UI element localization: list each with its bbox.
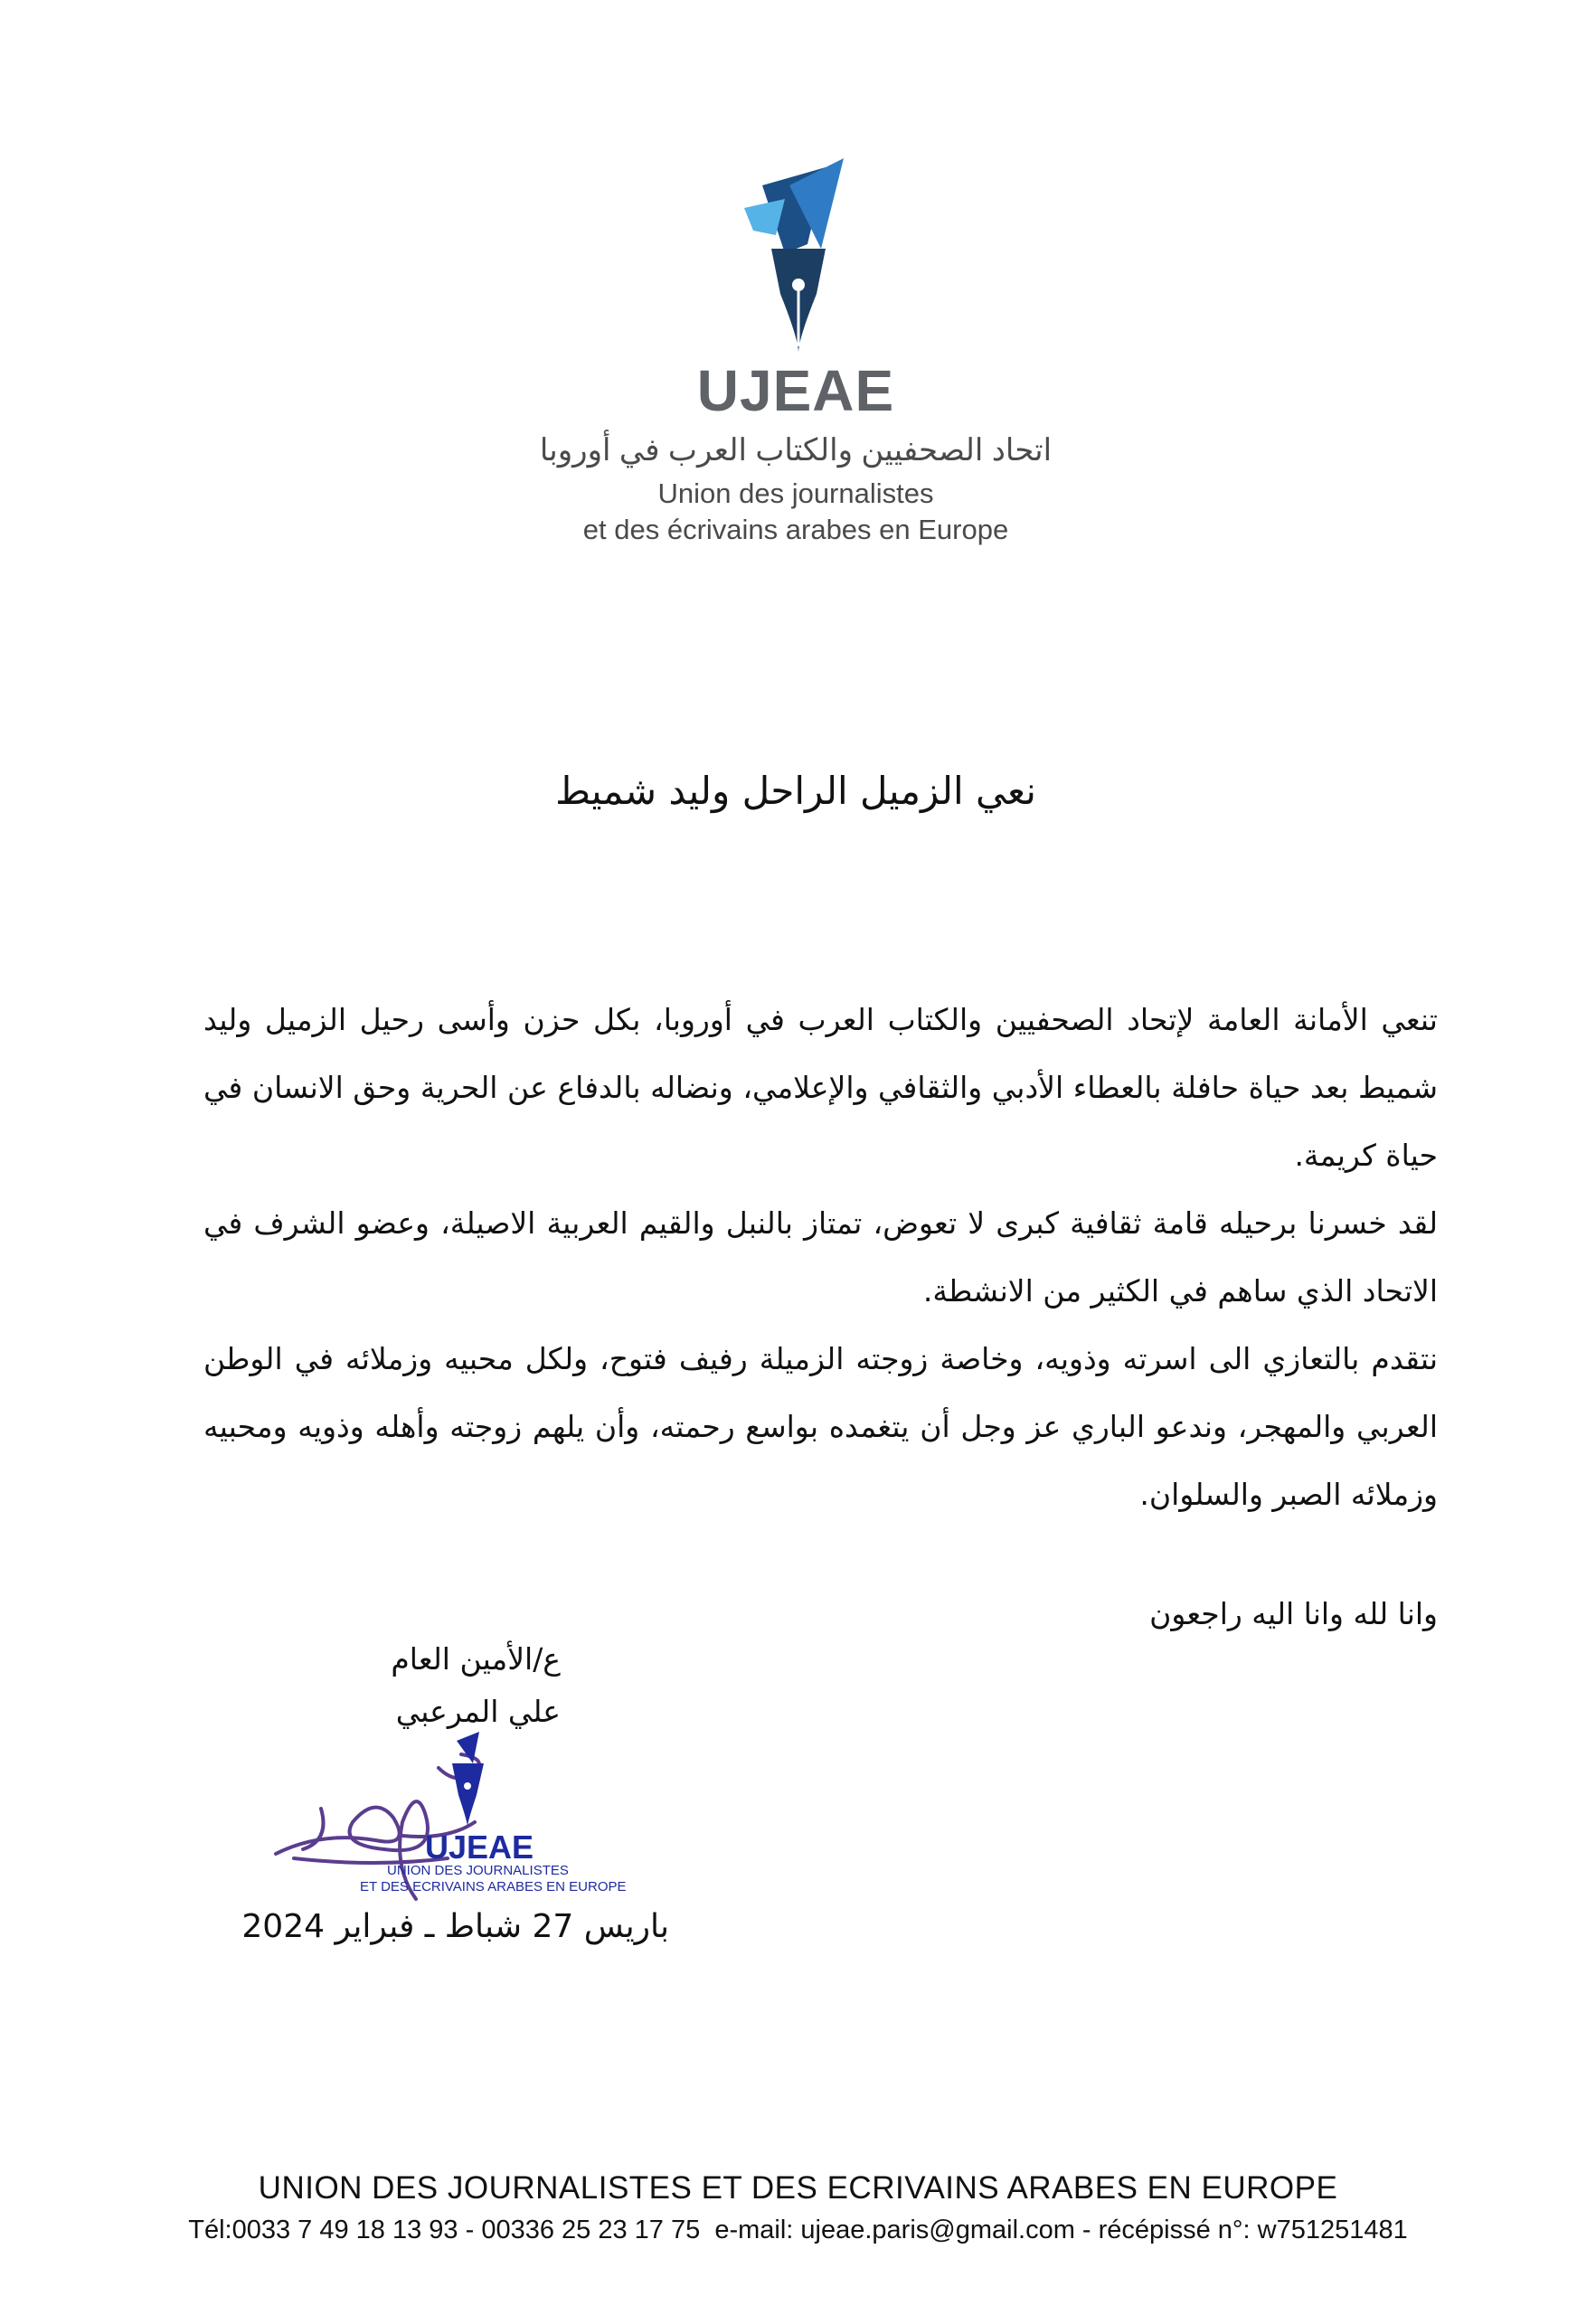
org-name-arabic: اتحاد الصحفيين والكتاب العرب في أوروبا (539, 433, 1053, 468)
body-paragraph: نتقدم بالتعازي الى اسرته وذويه، وخاصة زوجته الزميلة رفيف فتوح، ولكل محبيه وزملائه في الوطن العربي والمهجر، وندعو الباري عز وجل أن يتغمده بواسع رحمته، وأن يلهم زوجته وأهله وذويه ومحبيه وزملائه الصبر والسلوان. (203, 1341, 1438, 1512)
fountain-pen-logo-icon (708, 158, 889, 375)
document-title: نعي الزميل الراحل وليد شميط (555, 769, 1036, 813)
stamp-brand-text: UJEAE (425, 1828, 534, 1866)
signatory-name: علي المرعبي (395, 1694, 561, 1729)
stamp-line2: ET DES ECRIVAINS ARABES EN EUROPE (360, 1879, 627, 1895)
body-paragraph: لقد خسرنا برحيله قامة ثقافية كبرى لا تعوض، تمتاز بالنبل والقيم العربية الاصيلة، وعضو الشرف في الاتحاد الذي ساهم في الكثير من الانشطة. (203, 1205, 1438, 1309)
org-name-french-line1: Union des journalistes (657, 477, 934, 509)
signatory-role: ع/الأمين العام (391, 1641, 561, 1677)
body-paragraph: تنعي الأمانة العامة لإتحاد الصحفيين والكتاب العرب في أوروبا، بكل حزن وأسى رحيل الزميل وليد شميط بعد حياة حافلة بالعطاء الأدبي والثقافي والإعلامي، ونضاله بالدفاع عن الحرية وحق الانسان في حياة كريمة. (203, 1002, 1438, 1173)
brand-logo-text: UJEAE (696, 358, 895, 423)
document-date: باريس 27 شباط ـ فبراير 2024 (241, 1908, 669, 1945)
footer-contact: Tél:0033 7 49 18 13 93 - 00336 25 23 17 75 e-mail: ujeae.paris@gmail.com - récépissé n°: w751251481 (188, 2216, 1408, 2244)
stamp-line1: UNION DES JOURNALISTES (387, 1863, 569, 1878)
letter-body (203, 986, 1438, 1528)
footer-org-name: UNION DES JOURNALISTES ET DES ECRIVAINS ARABES EN EUROPE (258, 2170, 1338, 2206)
closing-phrase: وانا لله وانا اليه راجعون (1149, 1596, 1438, 1631)
stamp-pen-nib-icon (452, 1732, 484, 1827)
org-name-french-line2: et des écrivains arabes en Europe (582, 514, 1009, 545)
